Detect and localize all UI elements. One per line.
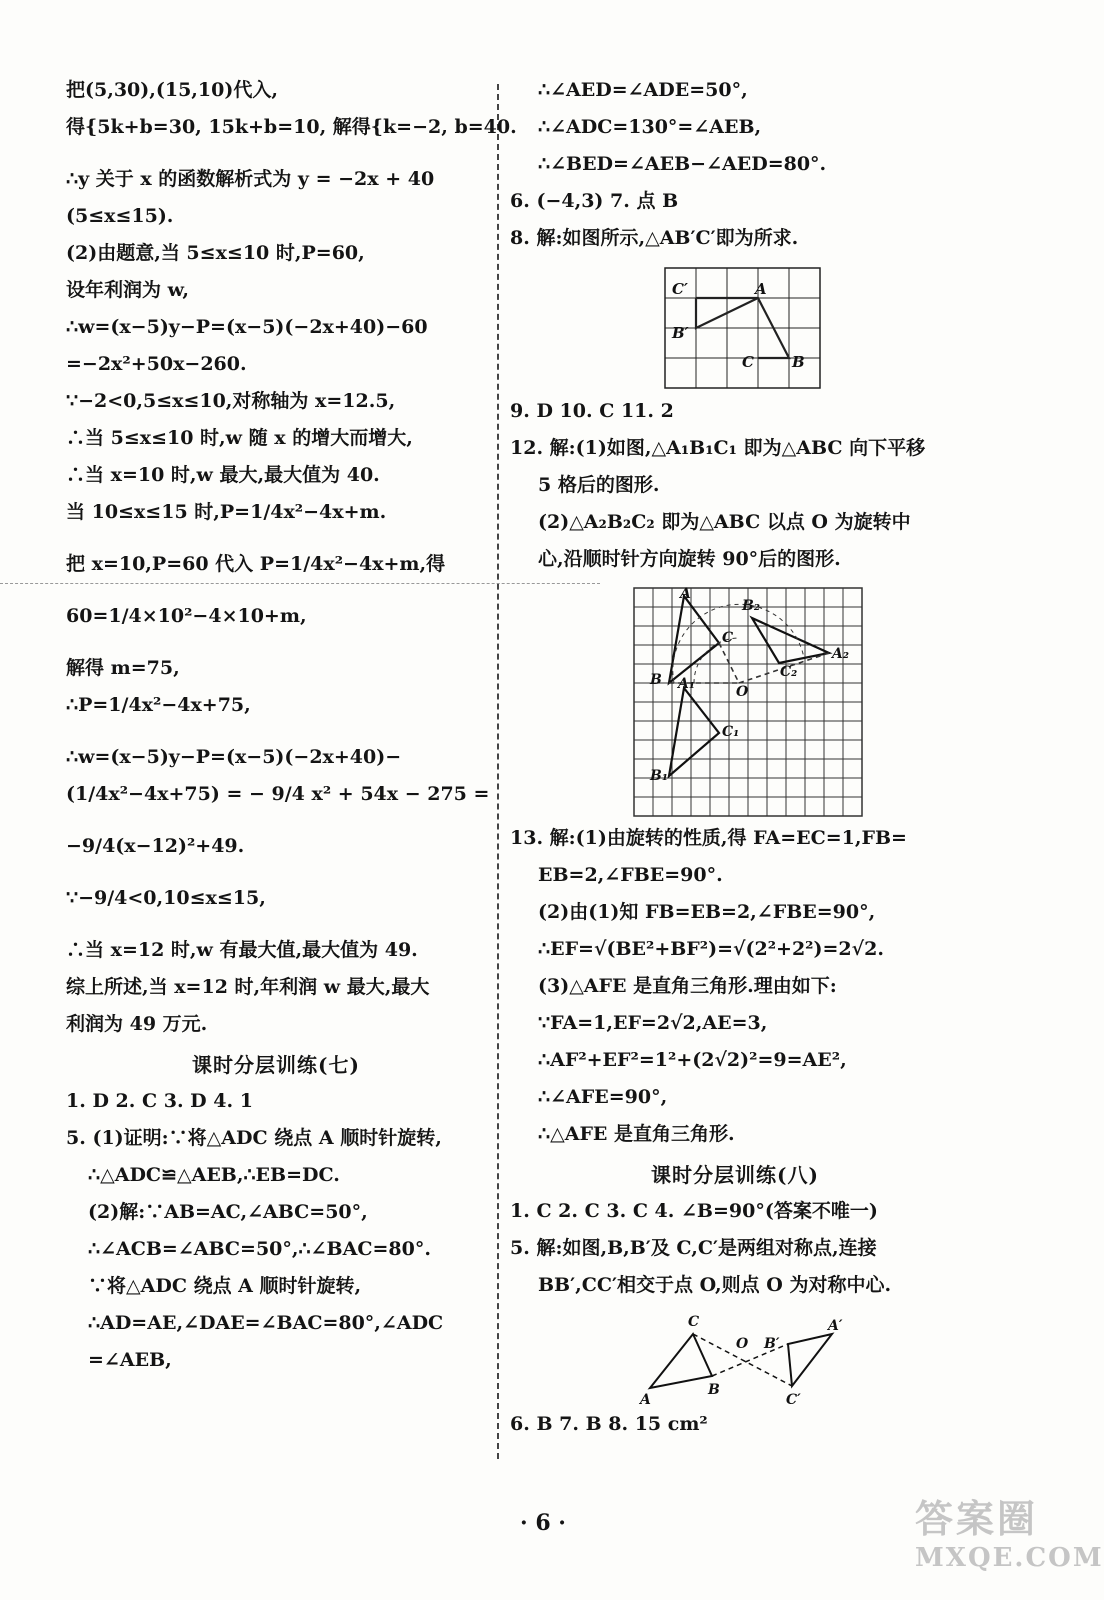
text-line: (3)△AFE 是直角三角形.理由如下:: [538, 975, 837, 997]
label-c: C: [688, 1314, 700, 1330]
text-line: 6. (−4,3) 7. 点 B: [510, 190, 679, 212]
triangle-a-b-c-prime: [788, 1334, 832, 1386]
label-a: A: [680, 586, 691, 602]
triangle-a1b1c1: [669, 688, 719, 776]
text-line: ∴当 x=10 时,w 最大,最大值为 40.: [66, 464, 380, 486]
text-line: 把(5,30),(15,10)代入,: [66, 79, 278, 101]
text-line: ∴当 5≤x≤10 时,w 随 x 的增大而增大,: [66, 427, 413, 449]
text-line: 综上所述,当 x=12 时,年利润 w 最大,最大: [66, 976, 430, 998]
label-c1: C₁: [722, 724, 740, 740]
text-line: ∴EF=√(BE²+BF²)=√(2²+2²)=2√2.: [538, 938, 884, 960]
figure-q12-grid: [510, 584, 960, 820]
text-line: 把 x=10,P=60 代入 P=1/4x²−4x+m,得: [66, 553, 446, 575]
text-line: 13. 解:(1)由旋转的性质,得 FA=EC=1,FB=: [510, 827, 907, 849]
text-line: ∴当 x=12 时,w 有最大值,最大值为 49.: [66, 939, 418, 961]
label-a: A: [755, 280, 767, 298]
text-line: (1/4x²−4x+75) = − 9/4 x² + 54x − 275 =: [66, 783, 490, 805]
label-a1: A₁: [678, 676, 695, 692]
label-c-prime: C′: [786, 1392, 801, 1408]
text-line: 解得 m=75,: [66, 657, 180, 679]
text-line: ∴P=1/4x²−4x+75,: [66, 694, 251, 716]
text-line: ∵−9/4<0,10≤x≤15,: [66, 887, 266, 909]
label-c: C: [742, 353, 754, 371]
text-line: 1. D 2. C 3. D 4. 1: [66, 1090, 253, 1112]
text-line: ∴y 关于 x 的函数解析式为 y = −2x + 40: [66, 168, 435, 190]
label-a: A: [640, 1392, 651, 1408]
text-line: (2)由题意,当 5≤x≤10 时,P=60,: [66, 242, 365, 264]
watermark-logo-text: 答案圈: [915, 1496, 1039, 1541]
text-line: ∴∠BED=∠AEB−∠AED=80°.: [538, 153, 827, 175]
text-line: (2)△A₂B₂C₂ 即为△ABC 以点 O 为旋转中: [538, 511, 911, 533]
text-line: 5. (1)证明:∵将△ADC 绕点 A 顺时针旋转,: [66, 1127, 442, 1149]
text-line: 5 格后的图形.: [538, 474, 660, 496]
label-b: B: [792, 353, 805, 371]
section-title: 课时分层训练(七): [192, 1053, 360, 1077]
text-line: =−2x²+50x−260.: [66, 353, 247, 375]
label-c-prime: C′: [672, 280, 688, 298]
text-line: 5. 解:如图,B,B′及 C,C′是两组对称点,连接: [510, 1237, 877, 1259]
text-line: ∵−2<0,5≤x≤10,对称轴为 x=12.5,: [66, 390, 396, 412]
watermark: [915, 1488, 1104, 1588]
text-line: ∴△ADC≌△AEB,∴EB=DC.: [88, 1164, 340, 1186]
text-line: 6. B 7. B 8. 15 cm²: [510, 1413, 708, 1435]
label-b-prime: B′: [672, 324, 689, 342]
text-line: (5≤x≤15).: [66, 205, 174, 227]
text-line: 利润为 49 万元.: [66, 1013, 208, 1035]
text-line: 心,沿顺时针方向旋转 90°后的图形.: [538, 548, 841, 570]
text-line: ∴∠AFE=90°,: [538, 1086, 668, 1108]
text-line: 1. C 2. C 3. C 4. ∠B=90°(答案不唯一): [510, 1200, 878, 1222]
text-line: ∴∠AED=∠ADE=50°,: [538, 79, 748, 101]
text-line: ∴w=(x−5)y−P=(x−5)(−2x+40)−: [66, 746, 402, 768]
label-b2: B₂: [742, 598, 760, 614]
triangle-abc: [650, 1334, 712, 1388]
label-c2: C₂: [780, 664, 798, 680]
label-b1: B₁: [650, 768, 668, 784]
text-line: 9. D 10. C 11. 2: [510, 400, 674, 422]
watermark-url: MXQE.COM: [915, 1543, 1104, 1573]
text-line: ∴∠ACB=∠ABC=50°,∴∠BAC=80°.: [88, 1238, 431, 1260]
text-line: ∴w=(x−5)y−P=(x−5)(−2x+40)−60: [66, 316, 428, 338]
label-o: O: [736, 684, 749, 700]
text-line: =∠AEB,: [88, 1349, 172, 1371]
text-line: EB=2,∠FBE=90°.: [538, 864, 723, 886]
label-b: B: [708, 1382, 720, 1398]
right-column: [510, 78, 960, 1449]
label-c: C: [722, 630, 734, 646]
text-line: ∴△AFE 是直角三角形.: [538, 1123, 735, 1145]
text-line: −9/4(x−12)²+49.: [66, 835, 245, 857]
text-line: 12. 解:(1)如图,△A₁B₁C₁ 即为△ABC 向下平移: [510, 437, 926, 459]
column-divider: [497, 84, 499, 1459]
text-line: (2)由(1)知 FB=EB=2,∠FBE=90°,: [538, 901, 876, 923]
text-line: ∵FA=1,EF=2√2,AE=3,: [538, 1012, 768, 1034]
figure-q8-grid: [510, 263, 960, 395]
label-b-prime: B′: [764, 1336, 780, 1352]
text-line: (2)解:∵AB=AC,∠ABC=50°,: [88, 1201, 368, 1223]
label-a2: A₂: [832, 646, 849, 662]
label-a-prime: A′: [828, 1318, 843, 1334]
section-title: 课时分层训练(八): [651, 1163, 819, 1187]
left-column: [66, 78, 517, 1385]
text-line: ∵将△ADC 绕点 A 顺时针旋转,: [88, 1275, 362, 1297]
label-o: O: [736, 1336, 749, 1352]
text-line: ∴AD=AE,∠DAE=∠BAC=80°,∠ADC: [88, 1312, 444, 1334]
text-line: BB′,CC′相交于点 O,则点 O 为对称中心.: [538, 1274, 892, 1296]
text-line: ∴AF²+EF²=1²+(2√2)²=9=AE²,: [538, 1049, 847, 1071]
figure-q5-symmetry: [510, 1310, 960, 1408]
label-b: B: [650, 672, 662, 688]
text-line: 8. 解:如图所示,△AB′C′即为所求.: [510, 227, 799, 249]
text-line: 60=1/4×10²−4×10+m,: [66, 605, 307, 627]
text-line: 设年利润为 w,: [66, 279, 190, 301]
triangle-abc: [669, 596, 719, 683]
text-line: 当 10≤x≤15 时,P=1/4x²−4x+m.: [66, 501, 387, 523]
text-line: 得{5k+b=30, 15k+b=10, 解得{k=−2, b=40.: [66, 116, 517, 138]
text-line: ∴∠ADC=130°=∠AEB,: [538, 116, 762, 138]
page-number: · 6 ·: [520, 1510, 566, 1536]
